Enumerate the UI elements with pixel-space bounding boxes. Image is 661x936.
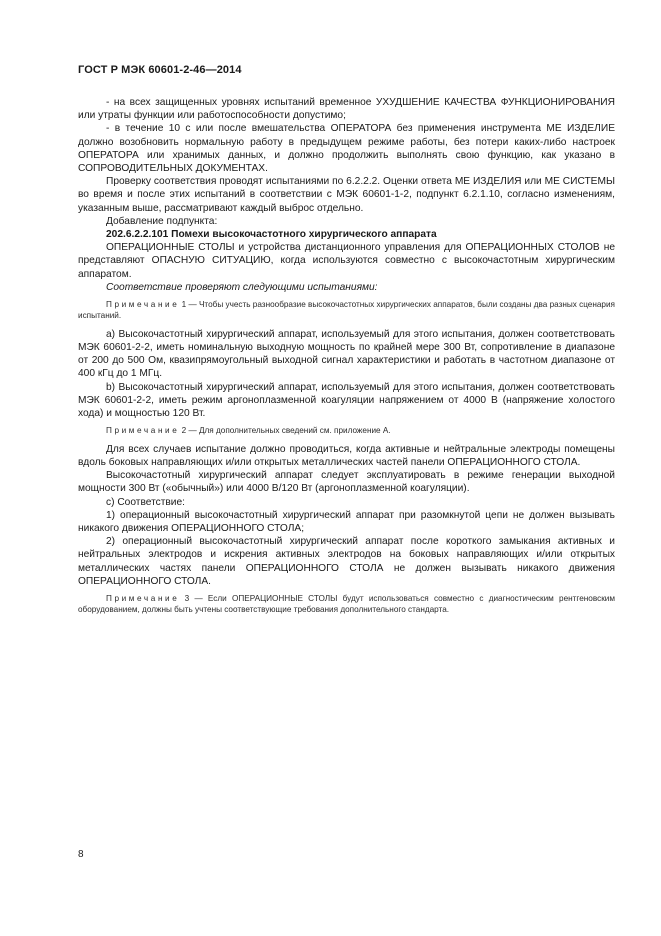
compliance-line: Соответствие проверяют следующими испытаниями: [106,281,378,293]
note-label: Примечание [106,300,180,310]
note-label: Примечание [106,593,180,603]
paragraph: - на всех защищенных уровнях испытаний временное УХУДШЕНИЕ КАЧЕСТВА ФУНКЦИОНИРОВАНИЯ или утраты функции или работоспособности допустимо; [78,97,615,122]
note-text: 1 — Чтобы учесть разнообразие высокочастотных хирургических аппаратов, были созданы два разных сценария испытаний. [78,300,615,321]
note-3 [78,593,615,616]
paragraph: c) Соответствие: [106,496,185,508]
paragraph: a) Высокочастотный хирургический аппарат, используемый для этого испытания, должен соответствовать МЭК 60601-2-2, иметь номинальную выходную мощность по крайней мере 300 Вт, сопротивление в диапазоне от 200 до 500 Ом, квазипрямоугольный выходной сигнал характеристики и работать в частотном диапазоне от 400 кГц до 1 МГц. [78,328,615,380]
page-number: 8 [78,849,84,860]
section-heading: 202.6.2.2.101 Помехи высокочастотного хирургического аппарата [106,229,437,241]
paragraph: Для всех случаев испытание должно проводиться, когда активные и нейтральные электроды помещены вдоль боковых направляющих и/или открытых металлических частей панели ОПЕРАЦИОННОГО СТОЛА. [78,443,615,468]
note-text: 2 — Для дополнительных сведений см. приложение А. [179,426,391,436]
note-1 [78,299,615,322]
document-header: ГОСТ Р МЭК 60601-2-46—2014 [78,64,242,76]
note-text: 3 — Если ОПЕРАЦИОННЫЕ СТОЛЫ будут использоваться совместно с диагностическим рентгеновским оборудованием, должны быть учтены соответствующие требования дополнительного стандарта. [78,593,615,615]
paragraph: 2) операционный высокочастотный хирургический аппарат после короткого замыкания активных и нейтральных электродов и искрения активных электродов на боковых направляющих и/или открытых металлических частях панели ОПЕРАЦИОННОГО СТОЛА не должен вызывать никакого движения ОПЕРАЦИОННОГО СТОЛА. [78,536,615,587]
paragraph: Проверку соответствия проводят испытаниями по 6.2.2.2. Оценки ответа МЕ ИЗДЕЛИЯ или МЕ СИСТЕМЫ во время и после этих испытаний в соответствии с МЭК 60601-1-2, подпункт 6.2.1.10, согласно изменениям, указанным выше, рассматривают каждый выброс отдельно. [78,176,615,214]
page-body [78,96,615,622]
paragraph: - в течение 10 с или после вмешательства ОПЕРАТОРА без применения инструмента МЕ ИЗДЕЛИЕ должно возобновить нормальную работу в предыдущем режиме работы, без потери каких-либо настроек ОПЕРАТОРА или хранимых данных, и должно продолжить выполнять свою функцию, как указано в СОПРОВОДИТЕЛЬНЫХ ДОКУМЕНТАХ. [78,123,615,175]
paragraph: Высокочастотный хирургический аппарат следует эксплуатировать в режиме генерации выходной мощности 300 Вт («обычный») или 4000 В/120 Вт (аргоноплазменной коагуляции). [78,470,615,495]
paragraph: b) Высокочастотный хирургический аппарат, используемый для этого испытания, должен соответствовать МЭК 60601-2-2, иметь режим аргоноплазменной коагуляции напряжением от 4000 В (напряжение холостого хода) и мощностью 120 Вт. [78,381,615,420]
paragraph: ОПЕРАЦИОННЫЕ СТОЛЫ и устройства дистанционного управления для ОПЕРАЦИОННЫХ СТОЛОВ не представляют ОПАСНУЮ СИТУАЦИЮ, когда используются совместно с высокочастотным хирургическим аппаратом. [78,242,615,280]
note-2 [78,425,615,436]
paragraph: Добавление подпункта: [106,215,218,227]
note-label: Примечание [106,426,180,436]
paragraph: 1) операционный высокочастотный хирургический аппарат при разомкнутой цепи не должен вызывать никакого движения ОПЕРАЦИОННОГО СТОЛА; [78,509,615,534]
